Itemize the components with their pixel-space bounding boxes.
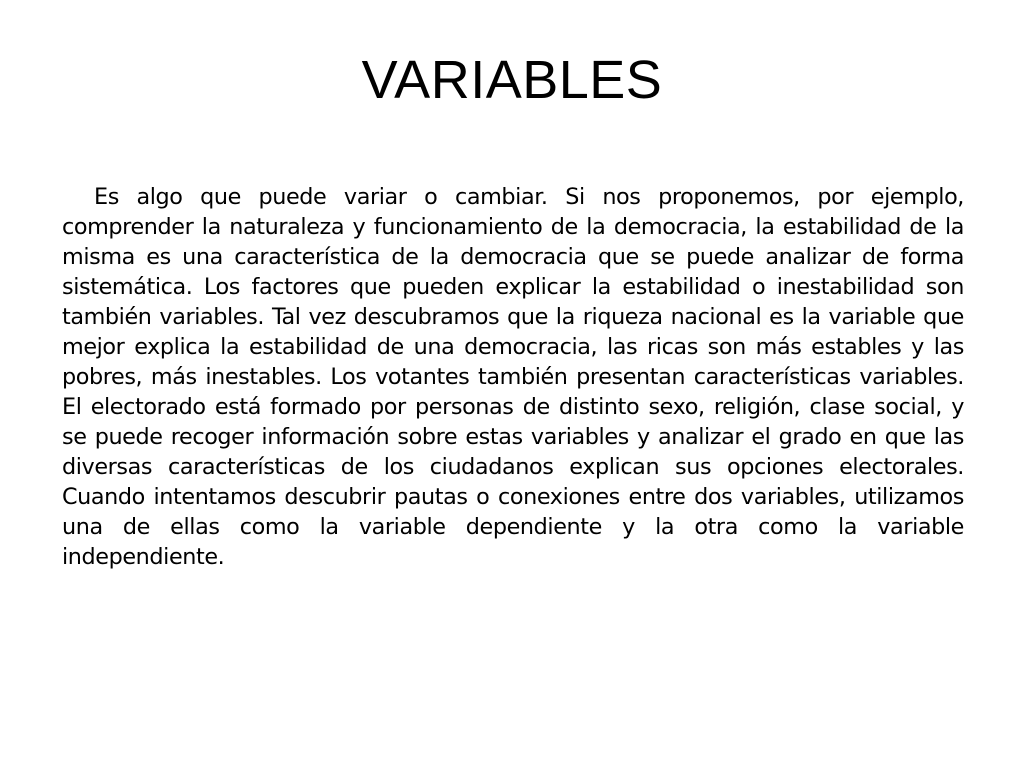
slide-title: VARIABLES (361, 50, 663, 110)
slide-body-text: Es algo que puede variar o cambiar. Si nos proponemos, por ejemplo, comprender la naturaleza y funcionamiento de la democracia, la estabilidad de la misma es una característica de la democracia que se puede analizar de forma sistemática. Los factores que pueden explicar la estabilidad o inestabilidad son también variables. Tal vez descubramos que la riqueza nacional es la variable que mejor explica la estabilidad de una democracia, las ricas son más estables y las pobres, más inestables. Los votantes también presentan características variables. El electorado está formado por personas de distinto sexo, religión, clase social, y se puede recoger información sobre estas variables y analizar el grado en que las diversas características de los ciudadanos explican sus opciones electorales. Cuando intentamos descubrir pautas o conexiones entre dos variables, utilizamos una de ellas como la variable dependiente y la otra como la variable independiente. (62, 184, 964, 570)
